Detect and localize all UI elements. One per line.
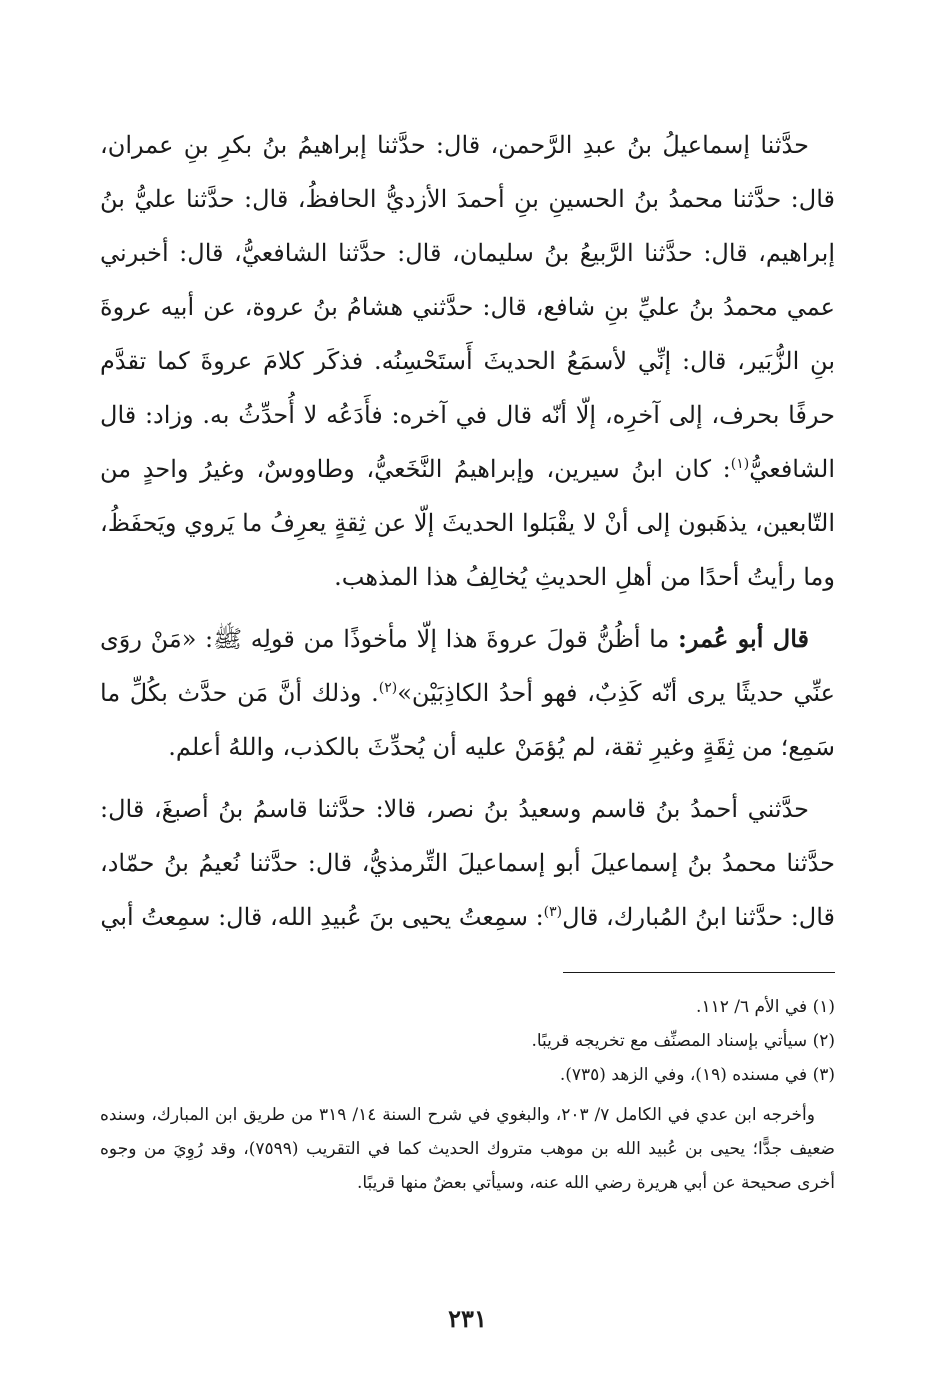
paragraph-1-text: حدَّثنا إسماعيلُ بنُ عبدِ الرَّحمن، قال: حدَّثنا إبراهيمُ بنُ بكرِ بنِ عمران، قال: حدَّثنا محمدُ بنُ الحسينِ بنِ أحمدَ الأزديُّ الحافظُ، قال: حدَّثنا عليُّ بنُ إبراهيم، قال: حدَّثنا الرَّبيعُ بنُ سليمان، قال: حدَّثنا الشافعيُّ، قال: أخبرني عمي محمدُ بنُ عليِّ بنِ شافع، قال: حدَّثني هشامُ بنُ عروة، عن أبيه عروةَ بنِ الزُّبَير، قال: إنِّي لأسمَعُ الحديثَ أَستَحْسِنُه. فذكَر كلامَ عروةَ كما تقدَّم حرفًا بحرف، إلى آخرِه، إلّا أنّه قال في آخره: فأَدَعُه لا أُحدِّثُ به. وزاد: قال الشافعيُّ — [100, 131, 835, 483]
paragraph-3 — [100, 782, 835, 944]
footnote-divider — [563, 972, 835, 973]
footnote-ref-2[interactable]: (٢) — [378, 680, 398, 696]
footnotes-block — [100, 990, 835, 1200]
footnote-3-continuation: وأخرجه ابن عدي في الكامل ٧/ ٢٠٣، والبغوي في شرح السنة ١٤/ ٣١٩ من طريق ابن المبارك، وسنده ضعيف جدًّا؛ يحيى بن عُبيد الله بن موهب متروك الحديث كما في التقريب (٧٥٩٩)، وقد رُوِيَ من وجوه أخرى صحيحة عن أبي هريرة رضي الله عنه، وسيأتي بعضٌ منها قريبًا. — [100, 1105, 835, 1193]
paragraph-2-lead: قال أبو عُمر: — [678, 624, 809, 653]
paragraph-1 — [100, 118, 835, 604]
page-number: ٢٣١ — [448, 1304, 487, 1333]
paragraph-1-rest: : كان ابنُ سيرين، وإبراهيمُ النَّخَعيُّ، وطاووسٌ، وغيرُ واحدٍ من التّابعين، يذهَبون إلى أنْ لا يقْبَلوا الحديثَ إلّا عن ثِقةٍ يعرِفُ ما يَروي ويَحفَظُ، وما رأيتُ أحدًا من أهلِ الحديثِ يُخالِفُ هذا المذهب. — [100, 455, 835, 591]
paragraph-3-text-b: : سمِعتُ يحيى بنَ عُبيدِ الله، قال: سمِعتُ أبي — [100, 903, 544, 931]
paragraph-2-text-b: . وذلك أنَّ مَن حدَّث بكُلِّ ما سَمِع؛ من ثِقَةٍ وغيرِ ثقة، لم يُؤمَنْ عليه أن يُحدِّثَ بالكذب، واللهُ أعلم. — [100, 679, 835, 761]
main-text-block — [100, 118, 835, 944]
paragraph-2-text-a: ما أظُنُّ قولَ عروةَ هذا إلّا مأخوذًا من قولِه ﷺ: «مَنْ روَى عنِّي حديثًا يرى أنّه كَذِبٌ، فهو أحدُ الكاذِبَيْن» — [100, 625, 835, 707]
footnote-2: (٢) سيأتي بإسناد المصنِّف مع تخريجه قريبًا. — [531, 1031, 835, 1051]
footnote-ref-3[interactable]: (٣) — [543, 904, 563, 920]
paragraph-2 — [100, 612, 835, 774]
footnote-ref-1[interactable]: (١) — [730, 456, 750, 472]
footnote-3: (٣) في مسنده (١٩)، وفي الزهد (٧٣٥). — [559, 1065, 835, 1085]
footnote-1: (١) في الأم ٦/ ١١٢. — [696, 997, 835, 1017]
paragraph-3-text-a: حدَّثني أحمدُ بنُ قاسم وسعيدُ بنُ نصر، قالا: حدَّثنا قاسمُ بنُ أصبغَ، قال: حدَّثنا محمدُ بنُ إسماعيلَ أبو إسماعيلَ التِّرمذيُّ، قال: حدَّثنا نُعيمُ بنُ حمّاد، قال: حدَّثنا ابنُ المُبارك، قال — [100, 795, 836, 931]
